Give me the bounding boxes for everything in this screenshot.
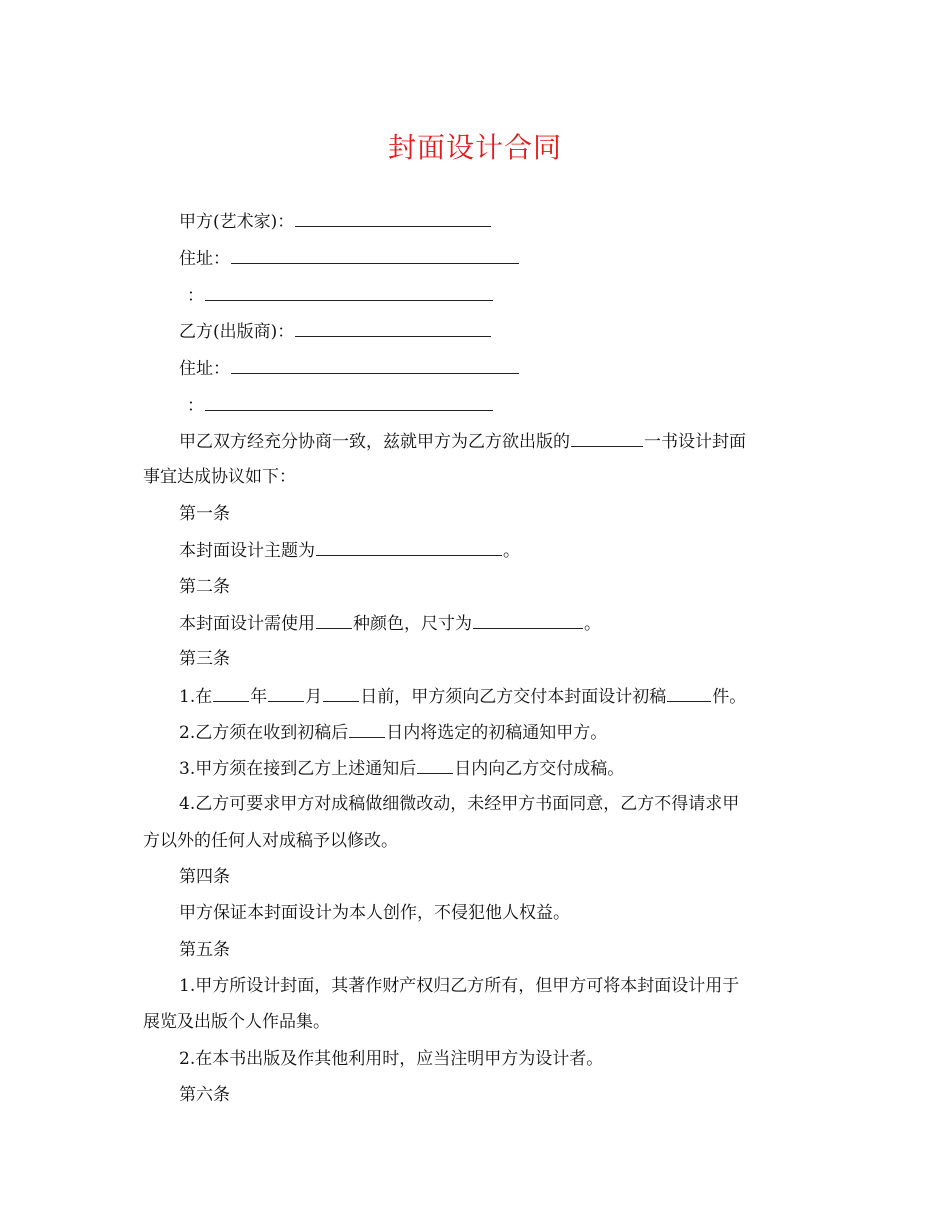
article-3-item-3 [179,756,624,781]
article-3-item-1-p5: 件。 [712,687,747,707]
article-1-heading: 第一条 [179,504,230,524]
article-2-mid: 种颜色，尺寸为 [353,614,472,634]
year-blank [213,684,249,702]
party-b-address-blank [231,356,519,374]
notify-days-blank [349,720,385,738]
party-b-extra-label: ： [187,396,204,416]
article-3-item-4-line-2: 方以外的任何人对成稿予以修改。 [143,831,398,851]
article-3-item-1 [179,684,746,709]
delivery-days-blank [417,756,453,774]
article-3-item-2-pre: 2.乙方须在收到初稿后 [179,723,349,743]
article-4-heading: 第四条 [179,867,230,887]
book-title-blank [571,429,643,447]
article-3-item-1-p4: 日前，甲方须向乙方交付本封面设计初稿 [360,687,667,707]
article-1-text [179,538,520,563]
article-2-post: 。 [584,614,601,634]
party-b-blank [295,319,491,337]
intro-line-1 [179,429,746,454]
article-3-item-1-p3: 月 [305,687,323,707]
intro-line-2: 事宜达成协议如下： [143,467,296,487]
party-b-line [179,319,492,344]
article-2-pre: 本封面设计需使用 [179,614,315,634]
party-a-address-blank [231,246,519,264]
article-5-item-1-line-2: 展览及出版个人作品集。 [143,1012,330,1032]
article-4-text: 甲方保证本封面设计为本人创作，不侵犯他人权益。 [179,903,570,923]
article-5-item-1-line-1: 1.甲方所设计封面，其著作财产权归乙方所有，但甲方可将本封面设计用于 [179,976,740,996]
draft-count-blank [667,684,711,702]
article-2-heading: 第二条 [179,577,230,597]
article-1-pre: 本封面设计主题为 [179,541,315,561]
party-a-label: 甲方(艺术家)： [179,212,295,232]
intro-post: 一书设计封面 [644,432,746,452]
article-3-item-1-p1: 1.在 [179,687,213,707]
article-3-heading: 第三条 [179,649,230,669]
party-a-blank [295,209,491,227]
article-5-heading: 第五条 [179,940,230,960]
article-3-item-2-post: 日内将选定的初稿通知甲方。 [386,723,608,743]
article-3-item-2 [179,720,607,745]
party-a-address-label: 住址： [179,249,230,269]
party-a-extra-blank [205,283,493,301]
article-5-item-2: 2.在本书出版及作其他利用时，应当注明甲方为设计者。 [179,1049,604,1069]
party-a-line [179,209,492,234]
document-title: 封面设计合同 [387,131,562,164]
party-a-address-line [179,246,520,271]
article-6-heading: 第六条 [179,1085,230,1105]
party-b-extra-line [187,393,494,418]
party-b-address-label: 住址： [179,359,230,379]
party-a-extra-label: ： [187,286,204,306]
month-blank [268,684,304,702]
article-2-text [179,611,601,636]
article-1-post: 。 [503,541,520,561]
color-count-blank [316,611,352,629]
article-3-item-4-line-1: 4.乙方可要求甲方对成稿做细微改动，未经甲方书面同意，乙方不得请求甲 [179,794,740,814]
article-3-item-3-post: 日内向乙方交付成稿。 [454,759,625,779]
party-a-extra-line [187,283,494,308]
article-3-item-3-pre: 3.甲方须在接到乙方上述通知后 [179,759,417,779]
party-b-extra-blank [205,393,493,411]
day-blank [323,684,359,702]
party-b-label: 乙方(出版商)： [179,322,295,342]
theme-blank [316,538,502,556]
size-blank [473,611,583,629]
article-3-item-1-p2: 年 [250,687,268,707]
intro-pre: 甲乙双方经充分协商一致，兹就甲方为乙方欲出版的 [179,432,570,452]
party-b-address-line [179,356,520,381]
